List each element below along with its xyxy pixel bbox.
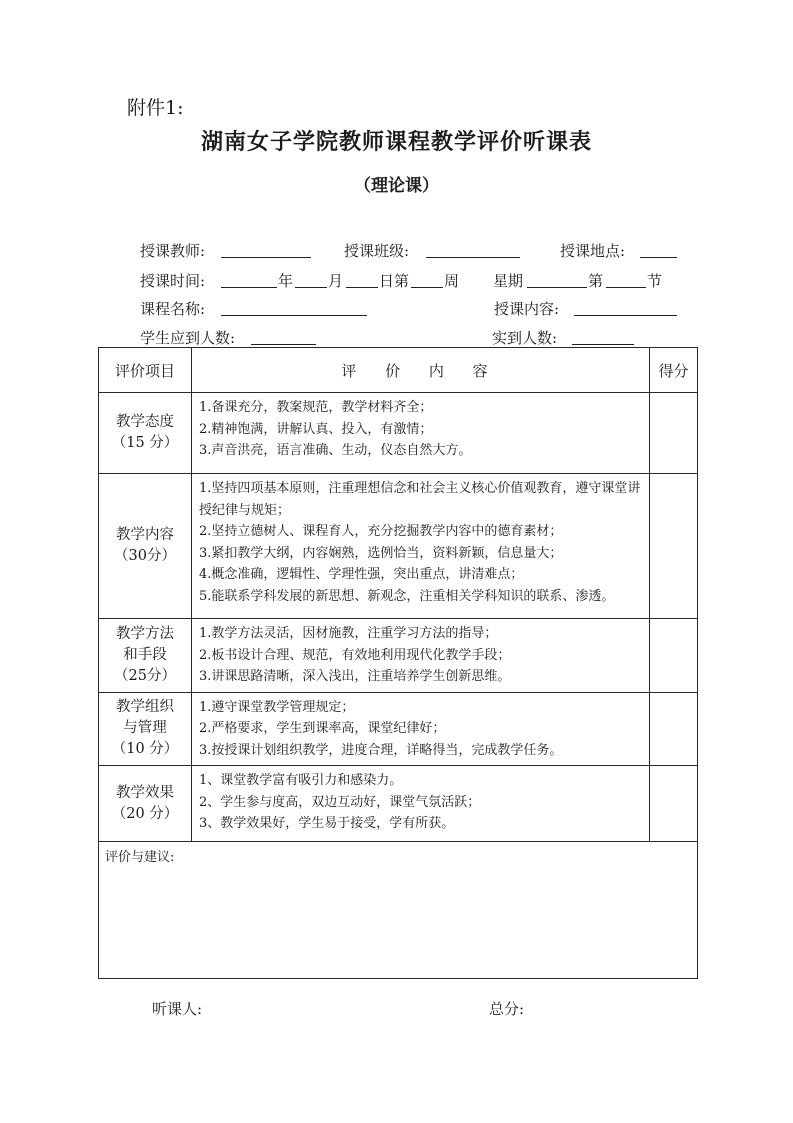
period-prefix: 第 bbox=[588, 272, 604, 290]
period-field[interactable] bbox=[606, 287, 646, 288]
day-week-unit: 日第 bbox=[379, 272, 410, 290]
row-item-method: 教学方法 和手段 （25分） bbox=[99, 619, 192, 693]
teacher-field[interactable] bbox=[221, 257, 311, 258]
class-field[interactable] bbox=[426, 257, 520, 258]
comment-field[interactable] bbox=[99, 842, 698, 979]
location-field[interactable] bbox=[640, 257, 677, 258]
row-content-attitude: 1.备课充分，教案规范，教学材料齐全； 2.精神饱满，讲解认真、投入，有激情； 3.声音洪亮，语言准确、生动，仪态自然大方。 bbox=[192, 393, 650, 474]
comment-label: 评价与建议: bbox=[105, 850, 175, 865]
row-item-effect: 教学效果 （20 分） bbox=[99, 766, 192, 842]
listener-label: 听课人: bbox=[152, 1000, 203, 1018]
header-content: 评 价 内 容 bbox=[192, 348, 650, 393]
table-row bbox=[99, 619, 698, 693]
table-header-row bbox=[99, 348, 698, 393]
table-row bbox=[99, 393, 698, 474]
teacher-label: 授课教师: bbox=[140, 242, 206, 260]
total-score-label: 总分: bbox=[489, 1000, 525, 1018]
year-field[interactable] bbox=[221, 287, 277, 288]
table-row bbox=[99, 474, 698, 619]
row-content-management: 1.遵守课堂教学管理规定； 2.严格要求，学生到课率高，课堂纪律好； 3.按授课计划组织教学，进度合理，详略得当，完成教学任务。 bbox=[192, 692, 650, 766]
expected-field[interactable] bbox=[251, 344, 316, 345]
score-field-attitude[interactable] bbox=[650, 393, 698, 474]
table-row bbox=[99, 766, 698, 842]
score-field-management[interactable] bbox=[650, 692, 698, 766]
course-label: 课程名称: bbox=[140, 300, 206, 318]
page-title: 湖南女子学院教师课程教学评价听课表 bbox=[200, 130, 592, 155]
content-label: 授课内容: bbox=[494, 300, 560, 318]
header-score: 得分 bbox=[650, 348, 698, 393]
content-field[interactable] bbox=[574, 315, 677, 316]
score-field-effect[interactable] bbox=[650, 766, 698, 842]
period-unit: 节 bbox=[647, 272, 663, 290]
row-content-effect: 1、课堂教学富有吸引力和感染力。 2、学生参与度高，双边互动好，课堂气氛活跃； 3、教学效果好，学生易于接受，学有所获。 bbox=[192, 766, 650, 842]
actual-label: 实到人数: bbox=[492, 329, 558, 347]
month-field[interactable] bbox=[295, 287, 327, 288]
row-content-content: 1.坚持四项基本原则，注重理想信念和社会主义核心价值观教育，遵守课堂讲授纪律与规矩； 2.坚持立德树人、课程育人，充分挖掘教学内容中的德育素材； 3.紧扣教学大纲，内容娴熟，选例恰当，资料新颖，信息量大； 4.概念准确，逻辑性、学理性强，突出重点，讲清难点； 5.能联系学科发展的新思想、新观念，注重相关学科知识的联系、渗透。 bbox=[192, 474, 650, 619]
score-field-content[interactable] bbox=[650, 474, 698, 619]
weekday-field[interactable] bbox=[527, 287, 587, 288]
score-field-method[interactable] bbox=[650, 619, 698, 693]
evaluation-table bbox=[98, 347, 698, 979]
comment-row bbox=[99, 842, 698, 979]
course-field[interactable] bbox=[221, 315, 367, 316]
actual-field[interactable] bbox=[572, 344, 634, 345]
class-label: 授课班级: bbox=[344, 242, 410, 260]
month-unit: 月 bbox=[328, 272, 344, 290]
row-item-attitude: 教学态度 （15 分） bbox=[99, 393, 192, 474]
attachment-label: 附件1: bbox=[127, 97, 184, 119]
row-item-management: 教学组织 与管理 （10 分） bbox=[99, 692, 192, 766]
day-field[interactable] bbox=[346, 287, 378, 288]
weekday-label: 星期 bbox=[493, 272, 524, 290]
row-content-method: 1.教学方法灵活，因材施教，注重学习方法的指导； 2.板书设计合理、规范，有效地利用现代化教学手段； 3.讲课思路清晰，深入浅出，注重培养学生创新思维。 bbox=[192, 619, 650, 693]
page-subtitle: （理论课） bbox=[354, 176, 439, 196]
expected-label: 学生应到人数: bbox=[140, 329, 236, 347]
row-item-content: 教学内容 （30分） bbox=[99, 474, 192, 619]
table-row bbox=[99, 692, 698, 766]
week-unit: 周 bbox=[444, 272, 460, 290]
time-label: 授课时间: bbox=[140, 272, 206, 290]
location-label: 授课地点: bbox=[560, 242, 626, 260]
year-unit: 年 bbox=[278, 272, 294, 290]
week-field[interactable] bbox=[411, 287, 443, 288]
header-item: 评价项目 bbox=[99, 348, 192, 393]
